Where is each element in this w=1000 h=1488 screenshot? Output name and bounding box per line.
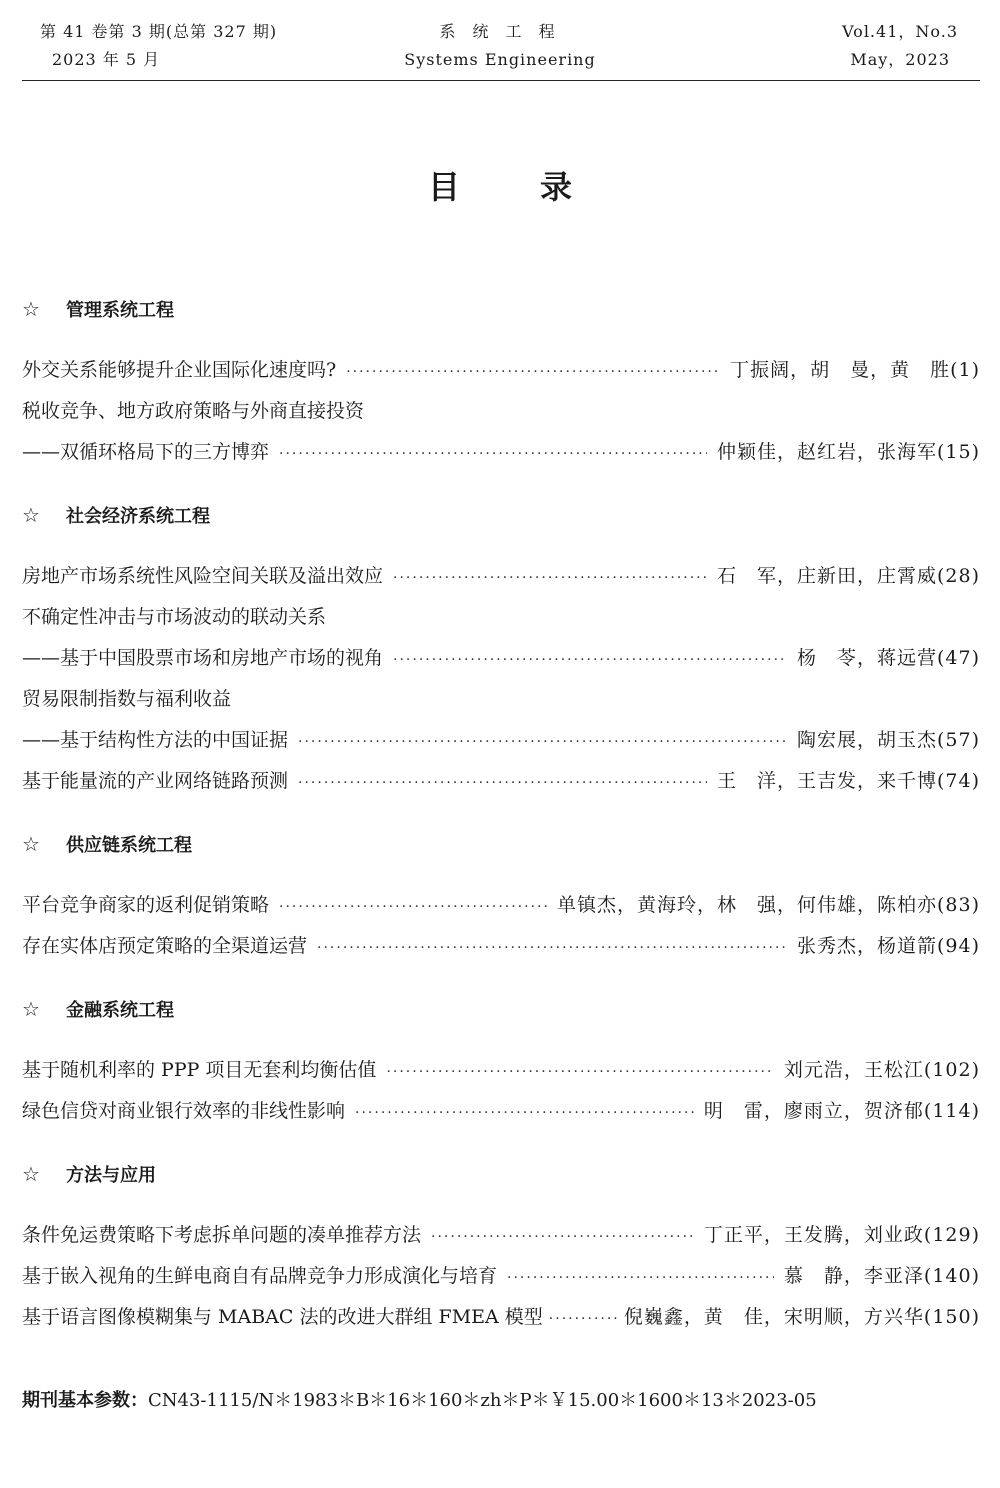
leader-dots [507,1264,774,1292]
section-heading-methods [22,1161,156,1187]
section-heading-finance [22,996,174,1022]
toc-entry[interactable] [22,1097,980,1127]
entry-authors-page: 丁振阔，胡 曼，黄 胜(1) [730,359,980,381]
publication-date-en: May，2023 [850,50,950,69]
section-title: 方法与应用 [66,1165,156,1186]
section-title: 管理系统工程 [66,300,174,321]
entry-authors-page: 张秀杰，杨道箭(94) [796,935,980,957]
running-header [0,0,1000,82]
section-heading-management [22,296,174,322]
entry-title: 贸易限制指数与福利收益 [22,688,232,710]
toc-entry[interactable] [22,932,980,962]
entry-title: 基于嵌入视角的生鲜电商自有品牌竞争力形成演化与培育 [22,1265,498,1287]
toc-entry[interactable] [22,1303,980,1333]
toc-entry-subtitle[interactable] [22,438,980,468]
journal-parameters [22,1386,817,1412]
toc-entry[interactable] [22,1056,980,1086]
leader-dots [549,1305,618,1333]
star-icon: ☆ [22,503,40,527]
entry-title: 基于随机利率的 PPP 项目无套利均衡估值 [22,1059,377,1081]
entry-title: 外交关系能够提升企业国际化速度吗? [22,359,337,381]
leader-dots [298,728,787,756]
entry-authors-page: 丁正平，王发腾，刘业政(129) [703,1224,980,1246]
entry-authors-page: 仲颖佳，赵红岩，张海军(15) [716,441,980,463]
toc-entry[interactable] [22,767,980,797]
journal-name-cn: 系 统 工 程 [439,22,561,41]
publication-date-cn: 2023 年 5 月 [52,50,161,69]
entry-authors-page: 倪巍鑫，黄 佳，宋明顺，方兴华(150) [623,1306,980,1328]
entry-authors-page: 石 军，庄新田，庄霄威(28) [716,565,980,587]
star-icon: ☆ [22,1162,40,1186]
entry-title: 不确定性冲击与市场波动的联动关系 [22,606,327,628]
entry-title: 基于语言图像模糊集与 MABAC 法的改进大群组 FMEA 模型 [22,1306,543,1328]
entry-title: 房地产市场系统性风险空间关联及溢出效应 [22,565,384,587]
toc-entry[interactable] [22,562,980,592]
star-icon: ☆ [22,297,40,321]
entry-title: 税收竞争、地方政府策略与外商直接投资 [22,400,365,422]
leader-dots [386,1058,773,1086]
toc-entry-subtitle[interactable] [22,644,980,674]
leader-dots [317,934,787,962]
section-title: 供应链系统工程 [66,835,192,856]
entry-authors-page: 王 洋，王吉发，来千博(74) [716,770,980,792]
star-icon: ☆ [22,997,40,1021]
toc-entry[interactable] [22,1262,980,1292]
leader-dots [346,358,720,386]
toc-entry[interactable] [22,685,980,713]
journal-parameters-value: CN43-1115/N＊1983＊B＊16＊160＊zh＊P＊￥15.00＊1600＊13＊2023-05 [148,1390,817,1411]
journal-name-en: Systems Engineering [404,50,596,69]
entry-title: ——双循环格局下的三方博弈 [22,441,270,463]
toc-entry[interactable] [22,397,980,425]
leader-dots [279,440,707,468]
entry-authors-page: 慕 静，李亚泽(140) [783,1265,980,1287]
star-icon: ☆ [22,832,40,856]
entry-authors-page: 单镇杰，黄海玲，林 强，何伟雄，陈柏亦(83) [556,894,980,916]
leader-dots [279,893,547,921]
entry-title: 绿色信贷对商业银行效率的非线性影响 [22,1100,346,1122]
leader-dots [431,1223,694,1251]
volume-issue-en: Vol.41，No.3 [842,22,958,41]
toc-entry[interactable] [22,1221,980,1251]
entry-authors-page: 陶宏展，胡玉杰(57) [796,729,980,751]
section-title: 金融系统工程 [66,1000,174,1021]
entry-title: 基于能量流的产业网络链路预测 [22,770,289,792]
entry-authors-page: 杨 苓，蒋远营(47) [796,647,980,669]
entry-title: 存在实体店预定策略的全渠道运营 [22,935,308,957]
entry-authors-page: 明 雷，廖雨立，贺济郁(114) [703,1100,980,1122]
toc-entry[interactable] [22,891,980,921]
entry-title: ——基于结构性方法的中国证据 [22,729,289,751]
header-rule [22,80,980,81]
section-heading-socioeconomic [22,502,210,528]
entry-title: 条件免运费策略下考虑拆单问题的凑单推荐方法 [22,1224,422,1246]
volume-issue-cn: 第 41 卷第 3 期(总第 327 期) [40,22,278,41]
toc-entry[interactable] [22,603,980,631]
leader-dots [393,646,787,674]
section-heading-supply-chain [22,831,192,857]
toc-entry-subtitle[interactable] [22,726,980,756]
entry-title: 平台竞争商家的返利促销策略 [22,894,270,916]
page-title: 目录 [427,168,652,206]
leader-dots [298,769,707,797]
leader-dots [355,1099,694,1127]
entry-authors-page: 刘元浩，王松江(102) [783,1059,980,1081]
leader-dots [393,564,707,592]
entry-title: ——基于中国股票市场和房地产市场的视角 [22,647,384,669]
toc-entry[interactable] [22,356,980,386]
section-title: 社会经济系统工程 [66,506,210,527]
journal-parameters-label: 期刊基本参数： [22,1390,148,1411]
